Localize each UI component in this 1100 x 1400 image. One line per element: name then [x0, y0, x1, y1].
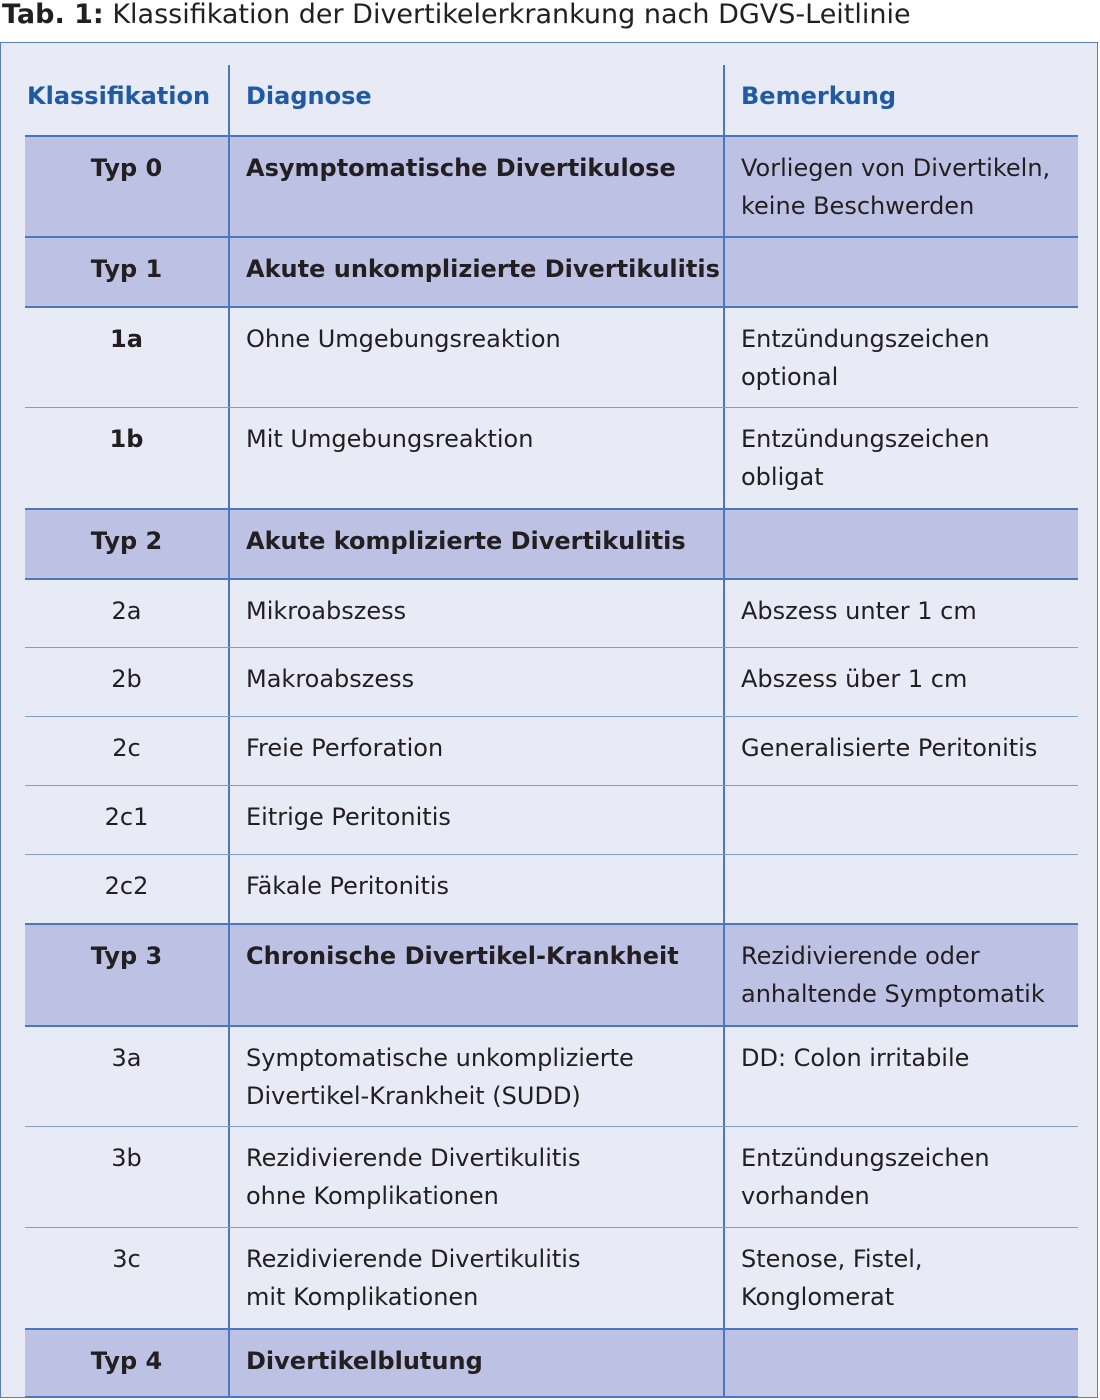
table-row [25, 1025, 1078, 1126]
table-row [25, 785, 1078, 854]
cell-diagnose: Asymptomatische Divertikulose [228, 137, 723, 236]
cell-bemerkung: Rezidivierende oder anhaltende Symptomatik [723, 925, 1078, 1025]
cell-klassifikation: 3c [112, 1245, 141, 1273]
table-row [25, 854, 1078, 923]
cell-klassifikation: 1a [110, 325, 143, 353]
cell-bemerkung: Abszess unter 1 cm [723, 580, 1078, 647]
cell-klassifikation: Typ 3 [90, 942, 163, 970]
table-caption [2, 0, 911, 34]
cell-klassifikation: 1b [109, 425, 144, 453]
cell-bemerkung [723, 510, 1078, 578]
cell-diagnose: Mikroabszess [228, 580, 723, 647]
cell-klassifikation: Typ 1 [90, 255, 163, 283]
table-frame [0, 42, 1098, 1398]
table-body [25, 135, 1078, 1398]
cell-bemerkung: Vorliegen von Divertikeln, keine Beschwerden [723, 137, 1078, 236]
cell-klassifikation: 2a [111, 597, 142, 625]
table-row [25, 647, 1078, 716]
cell-klassifikation: 2c1 [104, 803, 149, 831]
cell-klassifikation: Typ 0 [90, 154, 163, 182]
cell-bemerkung [723, 786, 1078, 854]
cell-klassifikation: Typ 4 [90, 1347, 163, 1375]
cell-bemerkung: Entzündungszeichen optional [723, 308, 1078, 407]
cell-diagnose: Ohne Umgebungsreaktion [228, 308, 723, 407]
cell-diagnose: Symptomatische unkomplizierte Divertikel-Krankheit (SUDD) [228, 1027, 723, 1126]
cell-bemerkung [723, 1330, 1078, 1396]
cell-diagnose: Akute komplizierte Divertikulitis [228, 510, 723, 578]
caption-label: Tab. 1: [2, 0, 104, 30]
table-row [25, 306, 1078, 407]
table-row [25, 135, 1078, 236]
cell-diagnose: Eitrige Peritonitis [228, 786, 723, 854]
cell-klassifikation: 3a [111, 1044, 142, 1072]
table-row [25, 236, 1078, 306]
table-row [25, 716, 1078, 785]
caption-text: Klassifikation der Divertikelerkrankung nach DGVS-Leitlinie [103, 0, 911, 30]
cell-diagnose: Makroabszess [228, 648, 723, 716]
cell-diagnose: Chronische Divertikel-Krankheit [228, 925, 723, 1025]
cell-klassifikation: 2c2 [104, 872, 149, 900]
cell-diagnose: Divertikelblutung [228, 1330, 723, 1396]
cell-klassifikation: Typ 2 [90, 527, 163, 555]
table-header-row [25, 65, 1078, 135]
header-bemerkung: Bemerkung [723, 65, 1078, 135]
cell-diagnose: Rezidivierende Divertikulitis ohne Komplikationen [228, 1127, 723, 1227]
table-row [25, 1328, 1078, 1398]
table-row [25, 508, 1078, 578]
cell-klassifikation: 3b [111, 1144, 142, 1172]
cell-bemerkung: Abszess über 1 cm [723, 648, 1078, 716]
cell-diagnose: Akute unkomplizierte Divertikulitis [228, 238, 723, 306]
cell-bemerkung: DD: Colon irritabile [723, 1027, 1078, 1126]
table-row [25, 407, 1078, 508]
cell-bemerkung [723, 238, 1078, 306]
classification-table [25, 65, 1078, 1398]
cell-bemerkung [723, 855, 1078, 923]
cell-diagnose: Freie Perforation [228, 717, 723, 785]
cell-bemerkung: Stenose, Fistel, Konglomerat [723, 1228, 1078, 1328]
cell-bemerkung: Entzündungszeichen obligat [723, 408, 1078, 508]
cell-bemerkung: Generalisierte Peritonitis [723, 717, 1078, 785]
table-row [25, 923, 1078, 1025]
table-row [25, 1227, 1078, 1328]
header-klassifikation: Klassifikation [27, 82, 211, 110]
table-row [25, 1126, 1078, 1227]
cell-klassifikation: 2b [111, 665, 142, 693]
cell-diagnose: Fäkale Peritonitis [228, 855, 723, 923]
table-row [25, 578, 1078, 647]
cell-diagnose: Rezidivierende Divertikulitis mit Komplikationen [228, 1228, 723, 1328]
header-diagnose: Diagnose [228, 65, 723, 135]
cell-klassifikation: 2c [112, 734, 141, 762]
cell-bemerkung: Entzündungszeichen vorhanden [723, 1127, 1078, 1227]
cell-diagnose: Mit Umgebungsreaktion [228, 408, 723, 508]
